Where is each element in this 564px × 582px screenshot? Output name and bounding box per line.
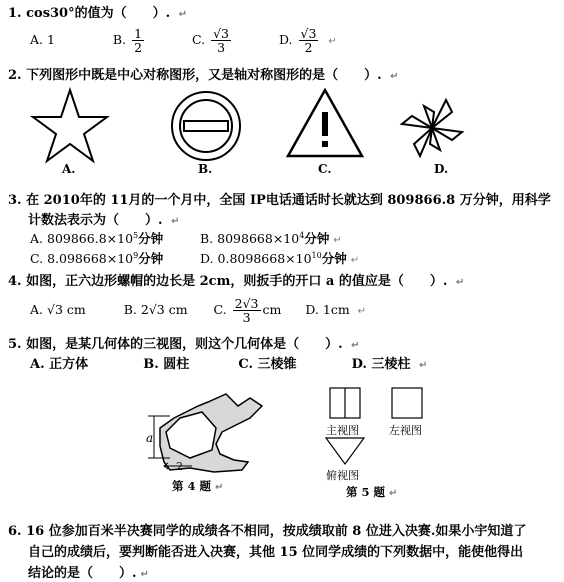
q1-options: A. 1 B. $\frac{1}{2}$ C. $\frac{√3}{3}$ D. $\frac{√3}{2}$ ↵ (30, 26, 337, 55)
q2-figure-label-a: A. (62, 162, 76, 176)
fig5-left-label: 左视图 (389, 424, 422, 437)
q4-text: 如图，正六边形螺帽的边长是 2cm，则扳手的开口 a 的值应是（ ）. (26, 274, 448, 289)
q4-option-b-value: 2√3 cm (140, 302, 188, 317)
q2-figure-label-c: C. (318, 162, 332, 176)
q1-option-c-fraction: $\frac{√3}{3}$ (213, 26, 229, 55)
return-mark: ↵ (178, 9, 188, 20)
q1-option-a-label: A. (30, 32, 44, 47)
q5-stem: 5. 如图，是某几何体的三视图，则这个几何体是（ ）. ↵ (8, 337, 360, 352)
q3-stem-line2: 计数法表示为（ ）. ↵ (28, 213, 180, 228)
q4-options: A. √3 cm B. 2√3 cm C. $\frac{2√3}{3}$ cm D. 1cm ↵ (30, 296, 367, 325)
q2-figures (0, 80, 564, 180)
q4-option-c-fraction: $\frac{2√3}{3}$ (234, 296, 259, 325)
left-view-rect (392, 388, 422, 418)
q4-option-a-value: √3 cm (47, 302, 86, 317)
q1-option-d-fraction: $\frac{√3}{2}$ (300, 26, 317, 55)
top-view-triangle (326, 438, 364, 464)
q1-option-b-fraction: $\frac{1}{2}$ (134, 26, 143, 55)
q1-option-d-label: D. (278, 32, 293, 47)
warning-triangle-figure (288, 90, 362, 156)
q5-options: A. 正方体 B. 圆柱 C. 三棱锥 D. 三棱柱 ↵ (30, 357, 428, 372)
q3-text-line2: 计数法表示为（ ）. (28, 213, 163, 228)
q6-text-line1: 16 位参加百米半决赛同学的成绩各不相同，按成绩取前 8 位进入决赛.如果小宇知道了 (26, 524, 527, 539)
q3-text-line1: 在 2010年的 11月的一个月中，全国 IP电话通话时长就达到 809866.8 万分钟，用科学 (26, 193, 551, 208)
q1-option-c-label: C. (192, 32, 206, 47)
fig5-top-label: 俯视图 (326, 469, 359, 482)
q5-number: 5. (8, 337, 22, 352)
q3-option-c: C. $8.098668\times 10^9$分钟 (30, 250, 164, 266)
q3-stem-line1 (8, 189, 551, 208)
q4-option-a-label: A. (30, 302, 44, 317)
pinwheel-figure (402, 100, 462, 156)
star-figure (33, 90, 107, 161)
q3-option-b: B. $8098668\times 10^4$分钟 ↵ (200, 230, 342, 246)
q2-figure-label-b: B. (198, 162, 213, 176)
q4-stem: 4. 如图，正六边形螺帽的边长是 2cm，则扳手的开口 a 的值应是（ ）. ↵ (8, 274, 465, 289)
fig4-caption: 第 4 题 ↵ (172, 479, 224, 493)
q2-stem: 2. 下列图形中既是中心对称图形，又是轴对称图形的是（ ）. ↵ (8, 68, 399, 83)
q6-line1 (8, 520, 526, 539)
q3-option-a: A. $809866.8\times 10^5$分钟 (30, 230, 164, 246)
q4-option-d-label: D. (305, 302, 319, 317)
q1-number: 1. (8, 6, 22, 21)
q2-number: 2. (8, 68, 22, 83)
fig5-front-label: 主视图 (326, 424, 359, 437)
q3-number: 3. (8, 193, 22, 208)
q2-text: 下列图形中既是中心对称图形，又是轴对称图形的是（ ）. (26, 68, 382, 83)
q4-number: 4. (8, 274, 22, 289)
q1-option-a-value: 1 (47, 32, 55, 47)
q2-figure-label-d: D. (434, 162, 449, 176)
fig5-caption: 第 5 题 ↵ (346, 485, 398, 499)
q4-option-c-label: C. (213, 302, 227, 317)
q6-line2: 自己的成绩后，要判断能否进入决赛，其他 15 位同学成绩的下列数据中，能使他得出 (28, 545, 524, 560)
q3-option-d: D. $0.8098668\times 10^{10}$分钟 ↵ (200, 250, 360, 266)
wrench-hexnut-figure (130, 388, 280, 478)
q6-line3: 结论的是（ ）. ↵ (28, 566, 149, 581)
q1-stem (8, 2, 187, 21)
q4-option-b-label: B. (123, 302, 137, 317)
q5-text: 如图，是某几何体的三视图，则这个几何体是（ ）. (26, 337, 343, 352)
q6-number: 6. (8, 524, 22, 539)
q1-text: cos30°的值为（ ）. (26, 6, 171, 21)
fig4-label-a: a (146, 431, 154, 445)
q1-option-b-label: B. (112, 32, 127, 47)
fig4-label-2: 2 (176, 460, 183, 473)
q4-option-d-value: 1cm (322, 302, 350, 317)
circle-bar-figure (172, 92, 240, 160)
